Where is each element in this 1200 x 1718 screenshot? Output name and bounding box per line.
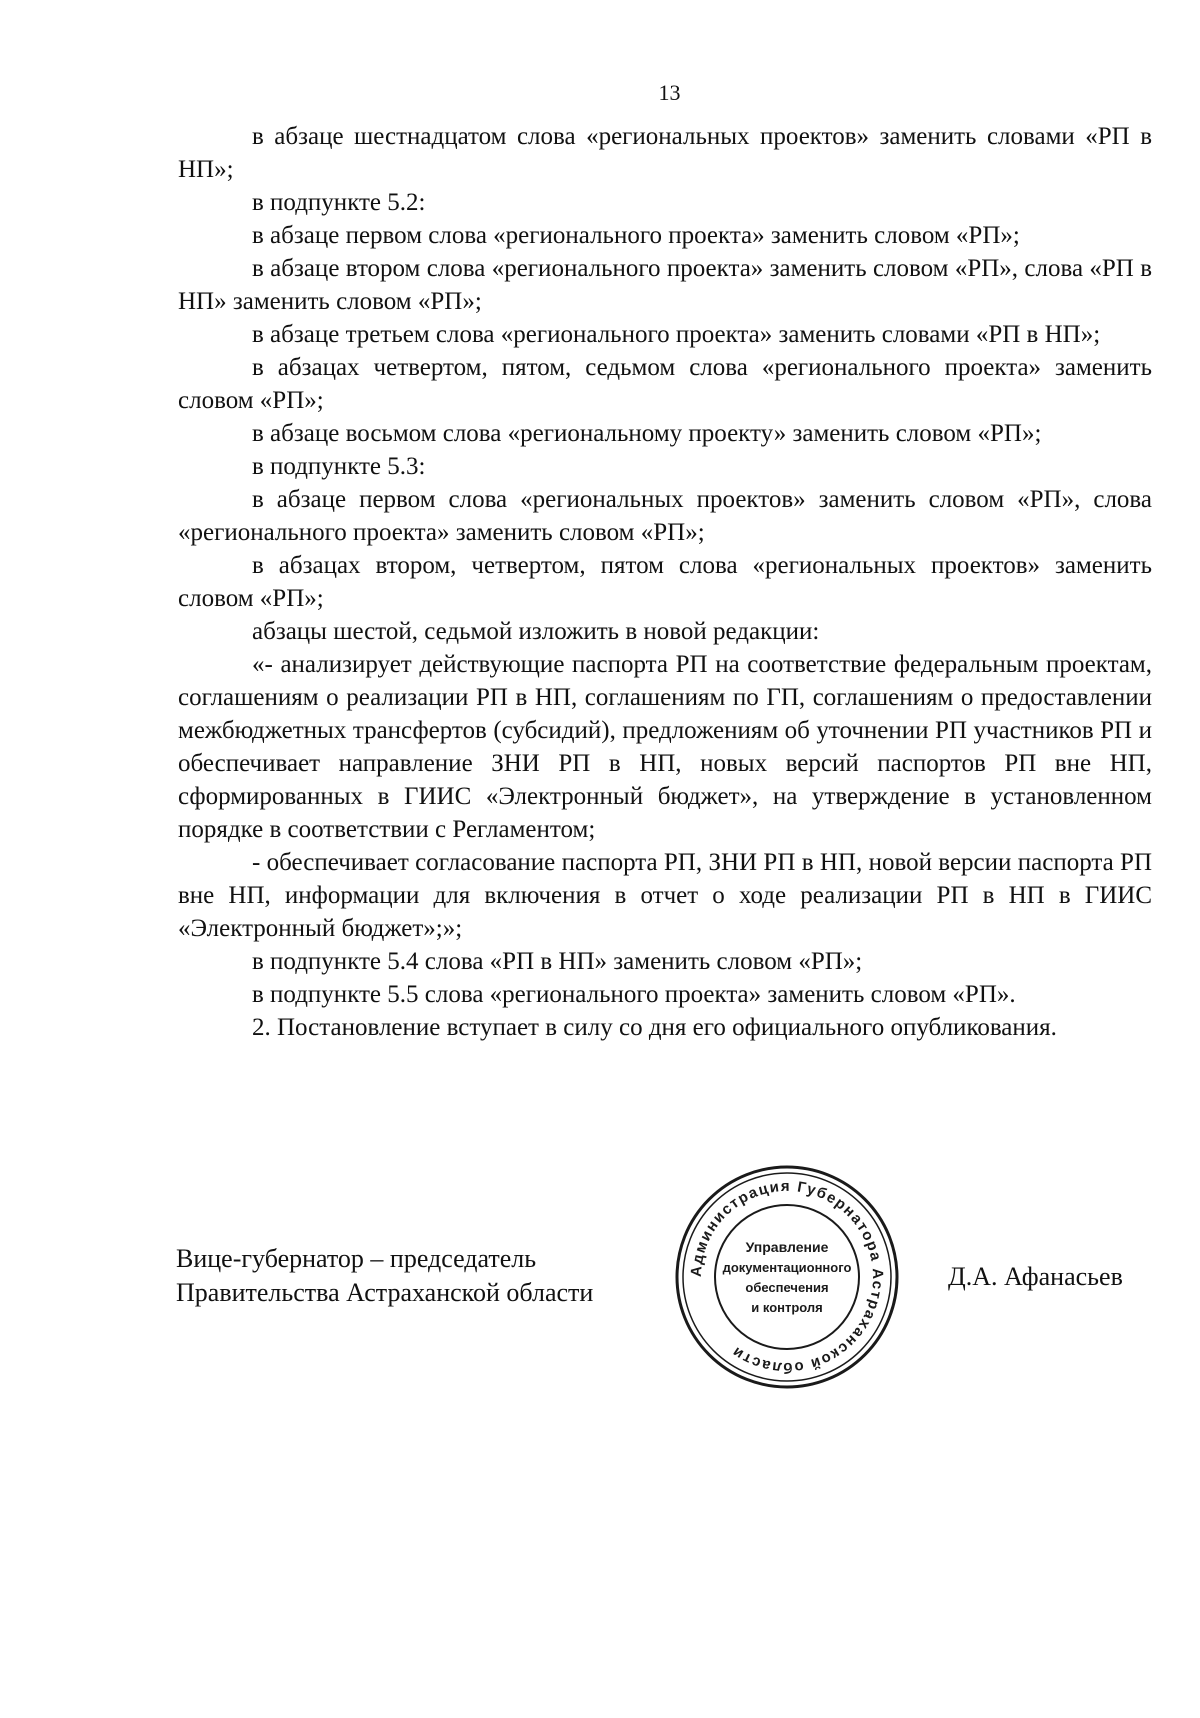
paragraph: «- анализирует действующие паспорта РП на соответствие федеральным проектам, соглашениям о реализации РП в НП, соглашениям по ГП, соглашениям о предоставлении межбюджетных трансфертов (субсидий), предложениям об уточнении РП участников РП и обеспечивает направление ЗНИ РП в НП, новых версий паспортов РП вне НП, сформированных в ГИИС «Электронный бюджет», на утверждение в установленном порядке в соответствии с Регламентом; bbox=[178, 651, 1152, 843]
seal-inner-line: и контроля bbox=[751, 1300, 823, 1315]
signatory-position bbox=[176, 1242, 593, 1310]
paragraph: в подпункте 5.5 слова «регионального проекта» заменить словом «РП». bbox=[252, 981, 1016, 1008]
seal-outer-text: Администрация Губернатора Астраханской области bbox=[687, 1177, 887, 1377]
paragraph: в абзацах втором, четвертом, пятом слова «региональных проектов» заменить словом «РП»; bbox=[178, 552, 1152, 612]
signatory-position-line: Вице-губернатор – председатель bbox=[176, 1244, 537, 1273]
paragraph: в подпункте 5.4 слова «РП в НП» заменить словом «РП»; bbox=[252, 948, 863, 975]
paragraph: в абзаце шестнадцатом слова «региональных проектов» заменить словами «РП в НП»; bbox=[178, 123, 1152, 183]
signatory-position-line: Правительства Астраханской области bbox=[176, 1278, 594, 1307]
document-body bbox=[178, 120, 1152, 1044]
official-seal-icon bbox=[672, 1162, 902, 1392]
paragraph: в абзаце третьем слова «регионального проекта» заменить словами «РП в НП»; bbox=[252, 321, 1101, 348]
signatory-name: Д.А. Афанасьев bbox=[948, 1262, 1123, 1291]
svg-text:Администрация Губернатора Астр bbox=[688, 1178, 886, 1376]
paragraph: абзацы шестой, седьмой изложить в новой редакции: bbox=[252, 618, 820, 645]
paragraph: в абзаце первом слова «региональных проектов» заменить словом «РП», слова «регионального проекта» заменить словом «РП»; bbox=[178, 486, 1152, 546]
seal-inner-line: документационного bbox=[722, 1260, 852, 1275]
paragraph: в абзаце первом слова «регионального проекта» заменить словом «РП»; bbox=[252, 222, 1020, 249]
signature-block bbox=[0, 1160, 1200, 1400]
paragraph: в абзацах четвертом, пятом, седьмом слова «регионального проекта» заменить словом «РП»; bbox=[178, 354, 1152, 414]
paragraph: в абзаце восьмом слова «региональному проекту» заменить словом «РП»; bbox=[252, 420, 1042, 447]
seal-inner-line: Управление bbox=[745, 1239, 829, 1255]
paragraph: в подпункте 5.3: bbox=[252, 453, 426, 480]
paragraph: - обеспечивает согласование паспорта РП, ЗНИ РП в НП, новой версии паспорта РП вне НП, информации для включения в отчет о ходе реализации РП в НП в ГИИС «Электронный бюджет»;»; bbox=[178, 849, 1152, 942]
paragraph: в абзаце втором слова «регионального проекта» заменить словом «РП», слова «РП в НП» заменить словом «РП»; bbox=[178, 255, 1152, 315]
page-number: 13 bbox=[658, 80, 681, 105]
paragraph: в подпункте 5.2: bbox=[252, 189, 426, 216]
paragraph: 2. Постановление вступает в силу со дня его официального опубликования. bbox=[252, 1014, 1057, 1041]
seal-inner-line: обеспечения bbox=[745, 1280, 829, 1295]
